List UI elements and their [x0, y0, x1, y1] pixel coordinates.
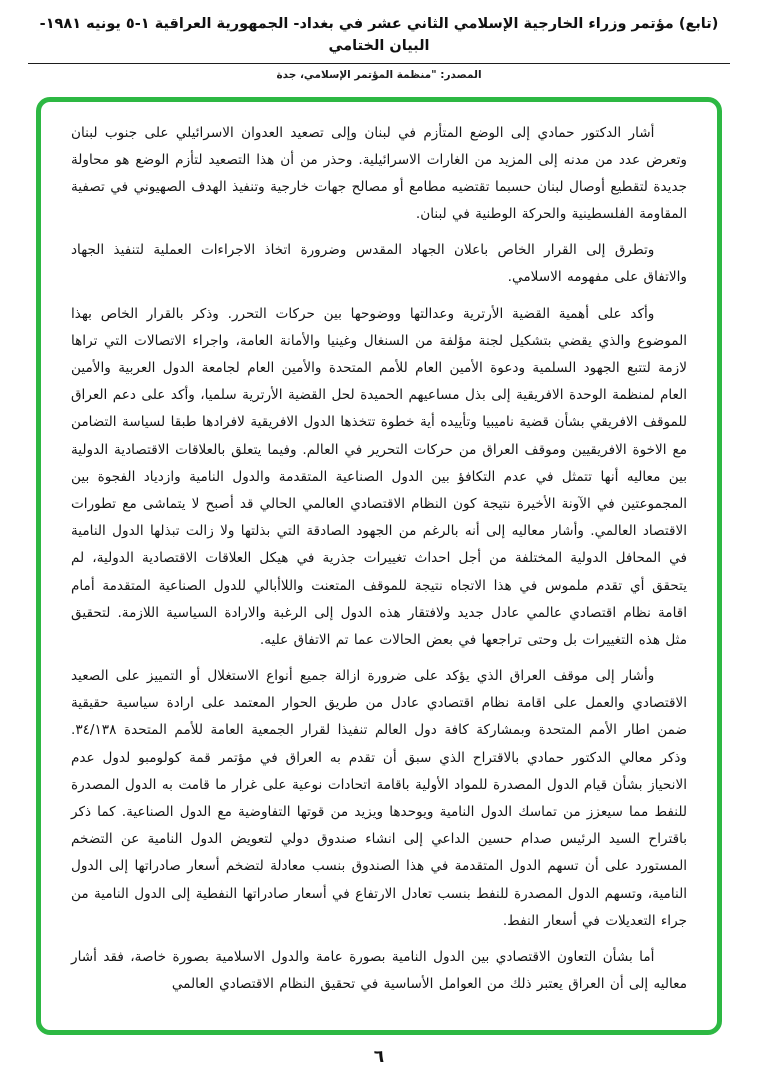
- header-divider: [28, 63, 730, 64]
- paragraph-jihad-resolution: وتطرق إلى القرار الخاص باعلان الجهاد المقدس وضرورة اتخاذ الاجراءات العملية لتنفيذ الجهاد والاتفاق على مفهومه الاسلامي.: [71, 242, 687, 286]
- document-title: (تابع) مؤتمر وزراء الخارجية الإسلامي الثاني عشر في بغداد- الجمهورية العراقية ١-٥ يونيه ١٩٨١- البيان الختامي: [39, 16, 719, 54]
- page-footer: [10, 1047, 748, 1067]
- text-frame: [36, 97, 722, 1035]
- paragraph-economic-cooperation: أما بشأن التعاون الاقتصادي بين الدول النامية بصورة عامة والدول الاسلامية بصورة خاصة، فقد أشار معاليه إلى أن العراق يعتبر ذلك من العوامل الأساسية في تحقيق النظام الاقتصادي العالمي: [71, 948, 687, 993]
- document-header: [10, 14, 748, 81]
- paragraph-eritrea-economic-relations: وأكد على أهمية القضية الأرترية وعدالتها ووضوحها بين حركات التحرر. وذكر بالقرار الخاص بهذا الموضوع والذي يقضي بتشكيل لجنة مؤلفة من السنغال وغينيا والأمانة العامة، واجراء الاتصالات التي تراها لازمة لتتبع الجهود السلمية ودعوة الأمين العام للأمم المتحدة والأمين العام لجامعة الدول العربية والأمين العام لمنظمة الوحدة الافريقية إلى بذل مساعيهم الحميدة لحل القضية الأرترية سلميا، وأكد على دعم العراق للموقف الافريقي بشأن قضية ناميبيا وتأييده أية خطوة تتخذها الدول الافريقية لافرادها طبقا لسياسة التضامن مع الاخوة الافريقيين وموقف العراق من حركات التحرير في العالم. وفيما يتعلق بالعلاقات الاقتصادية الدولية بين معاليه أنها تتمثل في عدم التكافؤ بين الدول الصناعية المتقدمة والدول النامية وازدياد الفجوة بين المجموعتين في الآونة الأخيرة نتيجة كون النظام الاقتصادي العالمي الحالي قد أصبح لا يتماشى مع تطورات الاقتصاد العالمي. وأشار معاليه إلى أنه بالرغم من الجهود الصادقة التي بذلتها ولا زالت تبذلها الدول النامية في المحافل الدولية المختلفة من أجل احداث تغييرات جذرية في هيكل العلاقات الاقتصادية الدولية، لم يتحقق أي تقدم ملموس في هذا الاتجاه نتيجة للموقف المتعنت واللاأبالي للدول الصناعية المتقدمة أمام اقامة نظام اقتصادي عالمي عادل جديد ولافتقار هذه الدول إلى الرغبة والارادة السياسية اللازمة. لتحقيق مثل هذه التغييرات بل وحتى تراجعها في بعض الحالات عما تم الاتفاق عليه.: [71, 305, 687, 648]
- paragraph-iraq-economic-position: وأشار إلى موقف العراق الذي يؤكد على ضرورة ازالة جميع أنواع الاستغلال أو التمييز على الصعيد الاقتصادي والعمل على اقامة نظام اقتصادي عادل من طريق الحوار المعتمد على ارادة سياسية حقيقية ضمن اطار الأمم المتحدة وبمشاركة كافة دول العالم تنفيذا لقرار الجمعية العامة للأمم المتحدة ٣٤/١٣٨. وذكر معالي الدكتور حمادي بالاقتراح الذي سبق أن تقدم به العراق في مؤتمر قمة كولومبو لدول عدم الانحياز بشأن قيام الدول المصدرة للمواد الأولية باقامة اتحادات نوعية على غرار ما قامت به الدول المصدرة للنفط مما سيعزز من تماسك الدول النامية ويوحدها ويزيد من قوتها التفاوضية مع الدول الصناعية. كما ذكر باقتراح السيد الرئيس صدام حسين الداعي إلى انشاء صندوق دولي لتعويض الدول النامية عن التضخم المستورد على أن تسهم الدول المتقدمة في هذا الصندوق بنسب معادلة لتضخم أسعار صادراتها إلى الدول النامية، وتسهم الدول المصدرة للنفط بنسب تعادل الارتفاع في أسعار صادراتها النفطية إلى الدول النامية من جراء التعديلات في أسعار النفط.: [71, 668, 687, 929]
- paragraph-lebanon-situation: أشار الدكتور حمادي إلى الوضع المتأزم في لبنان وإلى تصعيد العدوان الاسرائيلي على جنوب لبنان وتعرض عدد من مدنه إلى المزيد من الغارات الاسرائيلية. وحذر من أن هذا التصعيد لتأزم الوضع هو محاولة جديدة لتقطيع أوصال لبنان حسبما تقتضيه مطامع أو مصالح جهات خارجية وتنفيذ الهدف الصهيوني في تصفية المقاومة الفلسطينية والحركة الوطنية في لبنان.: [71, 124, 687, 223]
- source-line: المصدر: "منظمة المؤتمر الإسلامي، جدة: [276, 68, 482, 81]
- page-number: ٦: [373, 1046, 385, 1067]
